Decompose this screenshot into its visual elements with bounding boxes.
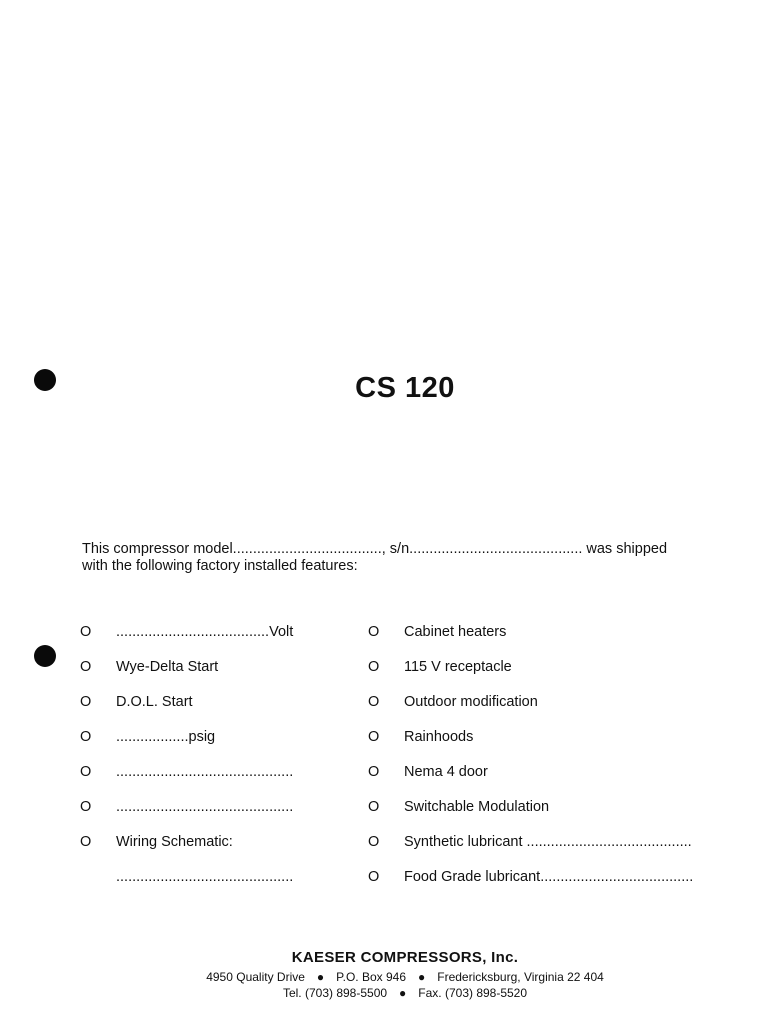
option-circle-icon: O (368, 799, 380, 815)
option-label: ..................psig (116, 729, 216, 745)
city-state-zip: Fredericksburg, Virginia 22 404 (437, 970, 604, 984)
option-voltage (80, 621, 293, 656)
option-circle-icon: O (80, 799, 92, 815)
option-blank-2 (80, 796, 293, 831)
option-label: Nema 4 door (404, 764, 488, 780)
option-label: Switchable Modulation (404, 799, 550, 815)
option-circle-icon: O (80, 624, 92, 640)
address-line-2 (0, 985, 768, 1001)
intro-line-2: with the following factory installed features: (82, 558, 358, 574)
street-address: 4950 Quality Drive (206, 970, 305, 984)
company-name: KAESER COMPRESSORS, Inc. (291, 949, 519, 966)
intro-paragraph (82, 541, 712, 575)
option-label: ............................................ (116, 764, 294, 780)
option-psig (80, 726, 293, 761)
option-label: Food Grade lubricant...................................... (404, 869, 694, 885)
address-line-1 (0, 969, 768, 985)
option-outdoor-modification (368, 691, 693, 726)
footer (0, 947, 768, 1001)
option-label: 115 V receptacle (404, 659, 512, 675)
option-circle-icon: O (368, 834, 380, 850)
option-nema-4-door (368, 761, 693, 796)
option-label: Wye-Delta Start (116, 659, 219, 675)
option-circle-icon: O (368, 694, 380, 710)
intro-line-1: This compressor model....................................., s/n........................................... was shipped (82, 541, 668, 557)
option-label: ............................................ (116, 869, 294, 885)
bullet-separator-icon: ● (399, 986, 407, 1000)
option-blank-1 (80, 761, 293, 796)
option-label: Rainhoods (404, 729, 474, 745)
option-switchable-modulation (368, 796, 693, 831)
po-box: P.O. Box 946 (336, 970, 406, 984)
option-circle-icon: O (368, 869, 380, 885)
right-options-column (368, 621, 693, 901)
option-circle-icon: O (80, 729, 92, 745)
option-cabinet-heaters (368, 621, 693, 656)
page-title: CS 120 (355, 372, 455, 404)
option-circle-icon: O (368, 659, 380, 675)
option-rainhoods (368, 726, 693, 761)
option-circle-icon: O (368, 624, 380, 640)
telephone: Tel. (703) 898-5500 (282, 986, 388, 1000)
option-115v-receptacle (368, 656, 693, 691)
option-label: ............................................ (116, 799, 294, 815)
option-circle-icon: O (80, 764, 92, 780)
option-label: D.O.L. Start (116, 694, 193, 710)
bullet-separator-icon: ● (316, 970, 325, 984)
fax: Fax. (703) 898-5520 (418, 986, 528, 1000)
option-dol-start (80, 691, 293, 726)
option-label: Wiring Schematic: (116, 834, 233, 850)
option-circle-icon: O (80, 694, 92, 710)
option-label: ......................................Volt (116, 624, 294, 640)
bullet-separator-icon: ● (418, 970, 426, 984)
option-label: Synthetic lubricant ......................................... (404, 834, 692, 850)
option-wye-delta-start (80, 656, 293, 691)
option-circle-icon: O (368, 729, 380, 745)
left-options-column (80, 621, 293, 901)
option-label: Outdoor modification (404, 694, 538, 710)
wiring-schematic-blank-line (80, 866, 293, 901)
punch-hole-bottom (34, 645, 56, 667)
option-food-grade-lubricant (368, 866, 693, 901)
option-wiring-schematic (80, 831, 293, 866)
option-circle-icon: O (368, 764, 380, 780)
option-circle-icon: O (80, 834, 92, 850)
option-synthetic-lubricant (368, 831, 693, 866)
option-label: Cabinet heaters (404, 624, 507, 640)
option-circle-icon: O (80, 659, 92, 675)
